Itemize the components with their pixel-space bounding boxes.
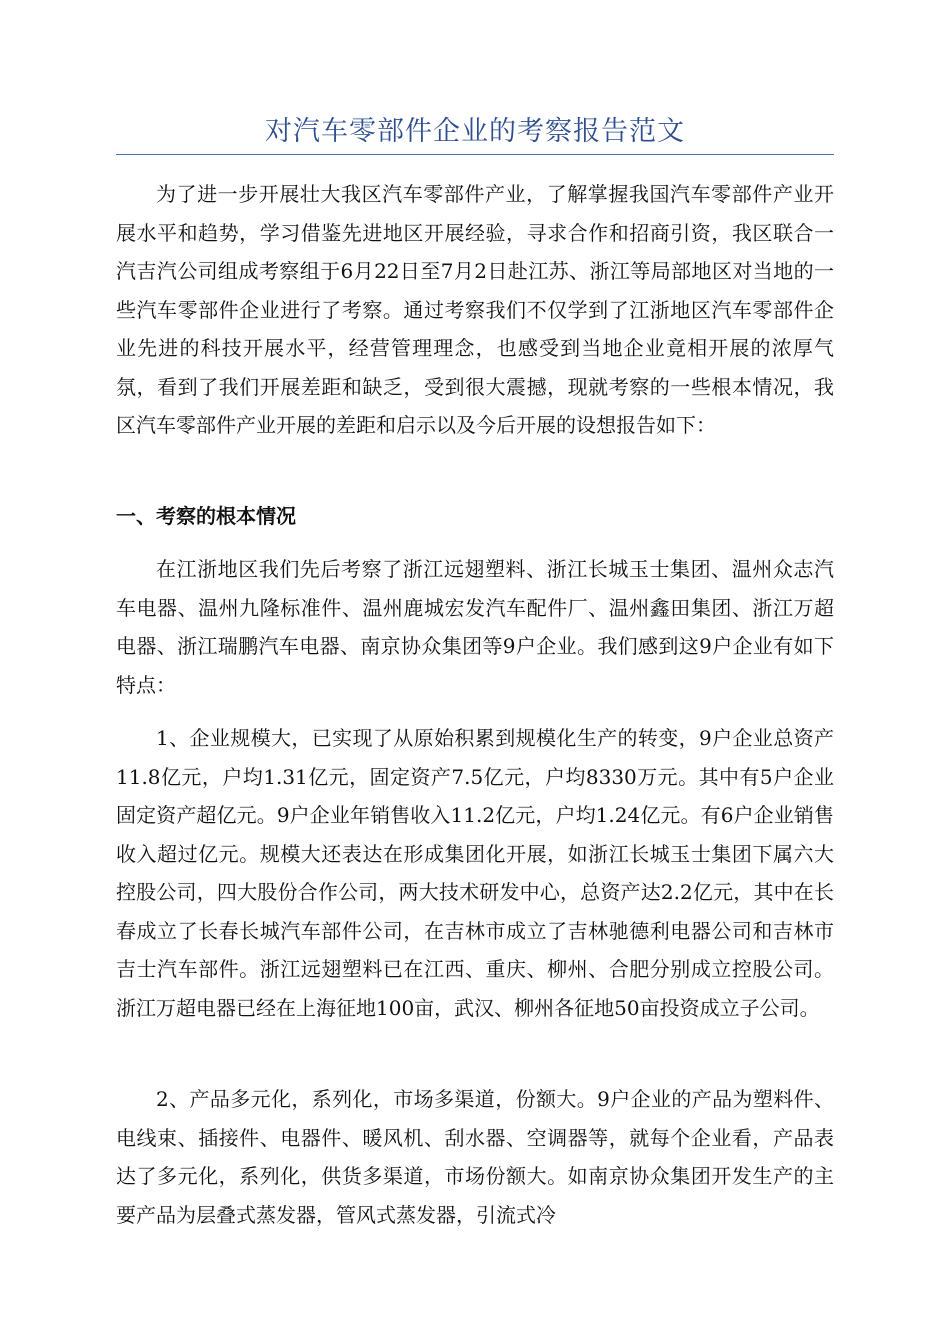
point-2-paragraph: 2、产品多元化，系列化，市场多渠道，份额大。9户企业的产品为塑料件、电线束、插接件、电器件、暖风机、刮水器、空调器等，就每个企业看，产品表达了多元化，系列化，供货多渠道，市场份额大。如南京协众集团开发生产的主要产品为层叠式蒸发器，管风式蒸发器，引流式冷 <box>116 1087 834 1227</box>
intro-paragraph: 为了进一步开展壮大我区汽车零部件产业，了解掌握我国汽车零部件产业开展水平和趋势，学习借鉴先进地区开展经验，寻求合作和招商引资，我区联合一汽吉汽公司组成考察组于6月22日至7月2日赴江苏、浙江等局部地区对当地的一些汽车零部件企业进行了考察。通过考察我们不仅学到了江浙地区汽车零部件企业先进的科技开展水平，经营管理理念，也感受到当地企业竟相开展的浓厚气氛，看到了我们开展差距和缺乏，受到很大震撼，现就考察的一些根本情况，我区汽车零部件产业开展的差距和启示以及今后开展的设想报告如下： <box>116 182 834 437</box>
title-underline <box>116 154 834 155</box>
section1-intro-paragraph: 在江浙地区我们先后考察了浙江远翅塑料、浙江长城玉士集团、温州众志汽车电器、温州九隆标准件、温州鹿城宏发汽车配件厂、温州鑫田集团、浙江万超电器、浙江瑞鹏汽车电器、南京协众集团等9户企业。我们感到这9户企业有如下特点： <box>116 557 834 697</box>
document-title: 对汽车零部件企业的考察报告范文 <box>265 116 685 147</box>
section-heading-1: 一、考察的根本情况 <box>116 504 296 528</box>
point-1-paragraph: 1、企业规模大，已实现了从原始积累到规模化生产的转变，9户企业总资产11.8亿元，户均1.31亿元，固定资产7.5亿元，户均8330万元。其中有5户企业固定资产超亿元。9户企业年销售收入11.2亿元，户均1.24亿元。有6户企业销售收入超过亿元。规模大还表达在形成集团化开展，如浙江长城玉士集团下属六大控股公司，四大股份合作公司，两大技术研发中心，总资产达2.2亿元，其中在长春成立了长春长城汽车部件公司，在吉林市成立了吉林驰德利电器公司和吉林市吉士汽车部件。浙江远翅塑料已在江西、重庆、柳州、合肥分别成立控股公司。浙江万超电器已经在上海征地100亩，武汉、柳州各征地50亩投资成立子公司。 <box>116 726 834 1020</box>
